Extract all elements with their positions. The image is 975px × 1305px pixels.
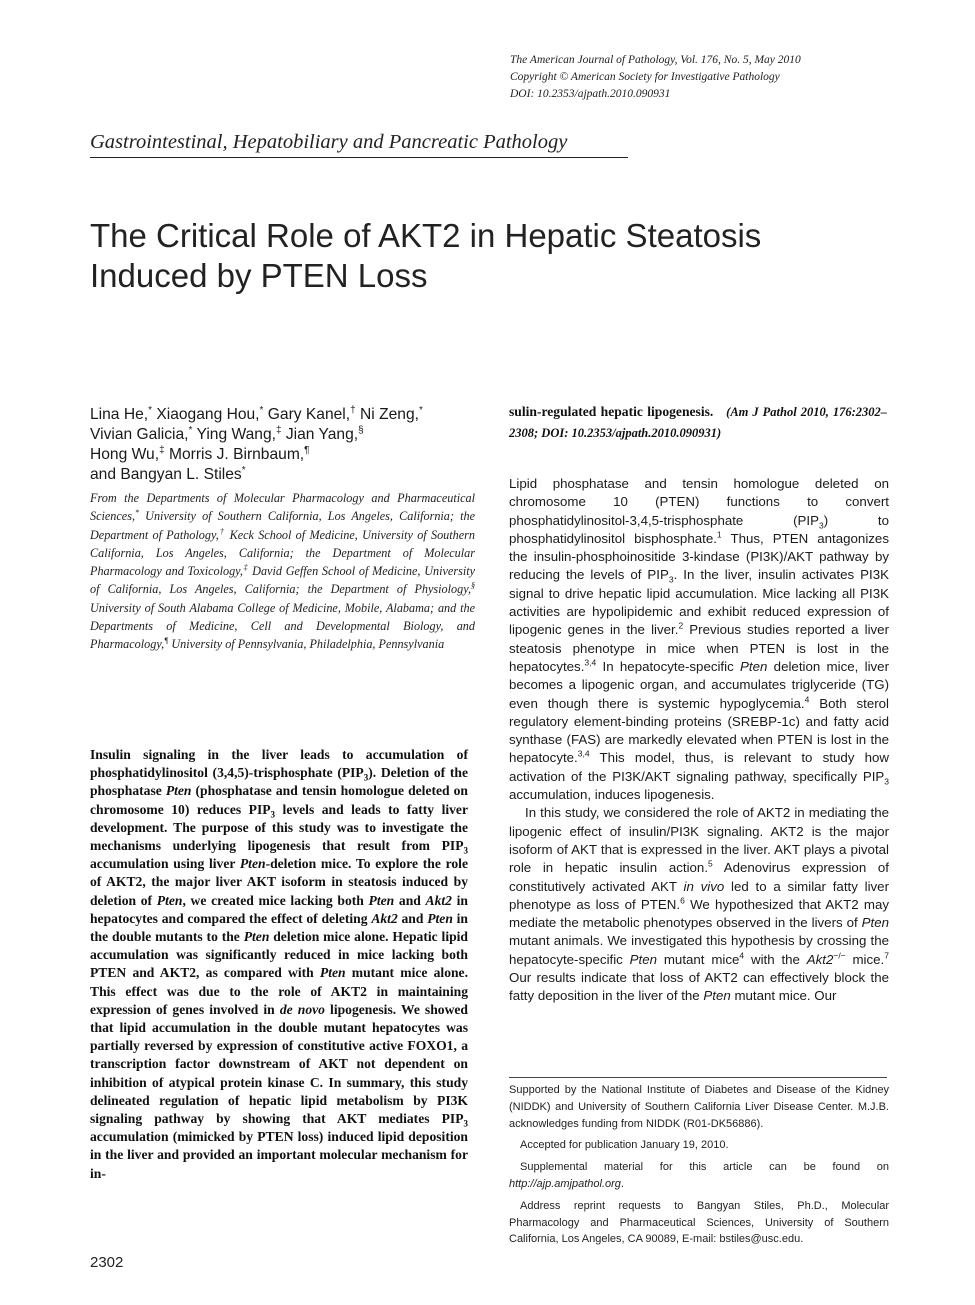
author-mark: * (148, 404, 152, 416)
affiliations: From the Departments of Molecular Pharmacology and Pharmaceutical Sciences,* University of Southern California, Los Angeles, California; the Department of Pathology,† Keck School of Medicine, University of Southern California, Los Angeles, California; the Department of Molecular Pharmacology and Toxicology,‡ David Geffen School of Medicine, University of California, Los Angeles, California; the Department of Physiology,§ University of South Alabama College of Medicine, Mobile, Alabama; and the Departments of Medicine, Cell and Developmental Biology, and Pharmacology,¶ University of Pennsylvania, Philadelphia, Pennsylvania (90, 491, 476, 652)
author-mark: ¶ (304, 444, 310, 456)
footnote-rule (509, 1077, 887, 1078)
abstract-end-text: sulin-regulated hepatic lipogenesis. (509, 404, 714, 419)
journal-copyright: Copyright © American Society for Investigative Pathology (510, 71, 780, 83)
body-paragraph-2: In this study, we considered the role of AKT2 in mediating the lipogenic effect of insulin/PI3K signaling. AKT2 is the major isoform of AKT that is expressed in the liver. AKT plays a pivotal role in hepatic insulin action.$^5$ Adenovirus expression of constitutively activated AKT in vivo led to a similar fatty liver phenotype as loss of PTEN.$^6$ We hypothesized that AKT2 may mediate the metabolic phenotypes observed in the livers of Pten mutant animals. We investigated this hypothesis by crossing the hepatocyte-specific Pten mutant mice$^4$ with the Akt2−/− mice.$^7$ Our results indicate that loss of AKT2 can effectively block the fatty deposition in the liver of the Pten mutant mice. Our (509, 805, 890, 1004)
journal-doi: DOI: 10.2353/ajpath.2010.090931 (510, 88, 671, 100)
author: Lina He, (90, 406, 149, 423)
author-mark: § (358, 424, 364, 436)
author: Jian Yang, (285, 426, 359, 443)
journal-info (510, 52, 870, 103)
author-mark: * (188, 424, 193, 436)
author-mark: ‡ (275, 424, 282, 436)
abstract: Insulin signaling in the liver leads to accumulation of phosphatidylinositol (3,4,5)-trisphosphate $(PIP_3)$. Deletion of the phosphatase Pten (phosphatase and tensin homologue deleted on chromosome 10) reduces $PIP_3$ levels and leads to fatty liver development. The purpose of this study was to investigate the mechanisms underlying lipogenesis that result from $PIP_3$ accumulation using liver Pten-deletion mice. To explore the role of AKT2, the major liver AKT isoform in steatosis induced by deletion of Pten, we created mice lacking both Pten and Akt2 in hepatocytes and compared the effect of deleting Akt2 and Pten in the double mutants to the Pten deletion mice alone. Hepatic lipid accumulation was significantly reduced in mice lacking both PTEN and AKT2, as compared with Pten mutant mice alone. This effect was due to the role of AKT2 in maintaining expression of genes involved in de novo lipogenesis. We showed that lipid accumulation in the double mutant hepatocytes was partially reversed by expression of constitutive active FOXO1, a transcription factor downstream of AKT not dependent on inhibition of atypical protein kinase C. In summary, this study delineated regulation of hepatic lipid metabolism by PI3K signaling pathway by showing that AKT mediates $PIP_3$ accumulation (mimicked by PTEN loss) induced lipid deposition in the liver and provided an important molecular mechanism for in- (90, 747, 468, 1181)
author: Hong Wu, (90, 446, 160, 463)
title-line-2: Induced by PTEN Loss (90, 257, 428, 294)
author: and Bangyan L. Stiles (90, 466, 242, 483)
section-title: Gastrointestinal, Hepatobiliary and Pancreatic Pathology (90, 131, 568, 153)
author: Ni Zeng, (360, 406, 419, 423)
author-mark: * (241, 464, 246, 476)
article-title (90, 216, 850, 296)
author: Xiaogang Hou, (156, 406, 260, 423)
footnote-supplemental: Supplemental material for this article can be found on http://ajp.amjpathol.org. (509, 1161, 889, 1190)
footnote-support: Supported by the National Institute of Diabetes and Disease of the Kidney (NIDDK) and University of Southern California Liver Disease Center. M.J.B. acknowledges funding from NIDDK (R01-DK56886). (509, 1084, 889, 1130)
page-number: 2302 (90, 1254, 124, 1271)
author-list (90, 405, 475, 485)
section-rule (90, 157, 628, 158)
supplemental-link[interactable]: http://ajp.amjpathol.org (509, 1177, 621, 1190)
author: Morris J. Birnbaum, (168, 446, 305, 463)
author: Vivian Galicia, (90, 426, 189, 443)
author-mark: * (418, 404, 423, 416)
footnote-reprint: Address reprint requests to Bangyan Stiles, Ph.D., Molecular Pharmacology and Pharmaceutical Sciences, University of Southern California, Los Angeles, CA 90089, E-mail: bstiles@usc.edu. (509, 1199, 889, 1246)
body-text (509, 475, 889, 1006)
footnotes (509, 1082, 889, 1253)
title-line-1: The Critical Role of AKT2 in Hepatic Steatosis (90, 217, 762, 254)
abstract-continuation (509, 402, 887, 443)
journal-citation: The American Journal of Pathology, Vol. 176, No. 5, May 2010 (510, 54, 801, 66)
author: Gary Kanel, (267, 406, 351, 423)
footnote-accepted: Accepted for publication January 19, 2010. (520, 1139, 729, 1152)
author: Ying Wang, (196, 426, 276, 443)
body-paragraph-1: Lipid phosphatase and tensin homologue deleted on chromosome 10 (PTEN) functions to convert phosphatidylinositol-3,4,5-trisphosphate $(PIP_3)$ to phosphatidylinositol bisphosphate.$^1$ Thus, PTEN antagonizes the insulin-phosphoinositide 3-kindase (PI3K)/AKT pathway by reducing the levels of $PIP_3$. In the liver, insulin activates PI3K signal to drive hepatic lipid accumulation. Mice lacking all PI3K activities are hypolipidemic and exhibit reduced expression of lipogenic genes in the liver.$^2$ Previous studies reported a liver steatosis phenotype in mice when PTEN is lost in the hepatocytes.$^{3,4}$ In hepatocyte-specific Pten deletion mice, liver becomes a lipogenic organ, and accumulates triglyceride (TG) even though there is systemic hypoglycemia.$^4$ Both sterol regulatory element-binding proteins (SREBP-1c) and fatty acid synthase (FAS) are markedly elevated when PTEN is lost in the hepatocyte.$^{3,4}$ This model, thus, is relevant to study how activation of the PI3K/AKT signaling pathway, specifically $PIP_3$ accumulation, induces lipogenesis. (509, 476, 890, 803)
author-mark: † (350, 404, 356, 416)
author-mark: ‡ (159, 444, 165, 456)
article-citation: (Am J Pathol 2010, 176:2302–2308; DOI: 10.2353/ajpath.2010.090931) (509, 405, 888, 440)
author-mark: * (259, 404, 264, 416)
